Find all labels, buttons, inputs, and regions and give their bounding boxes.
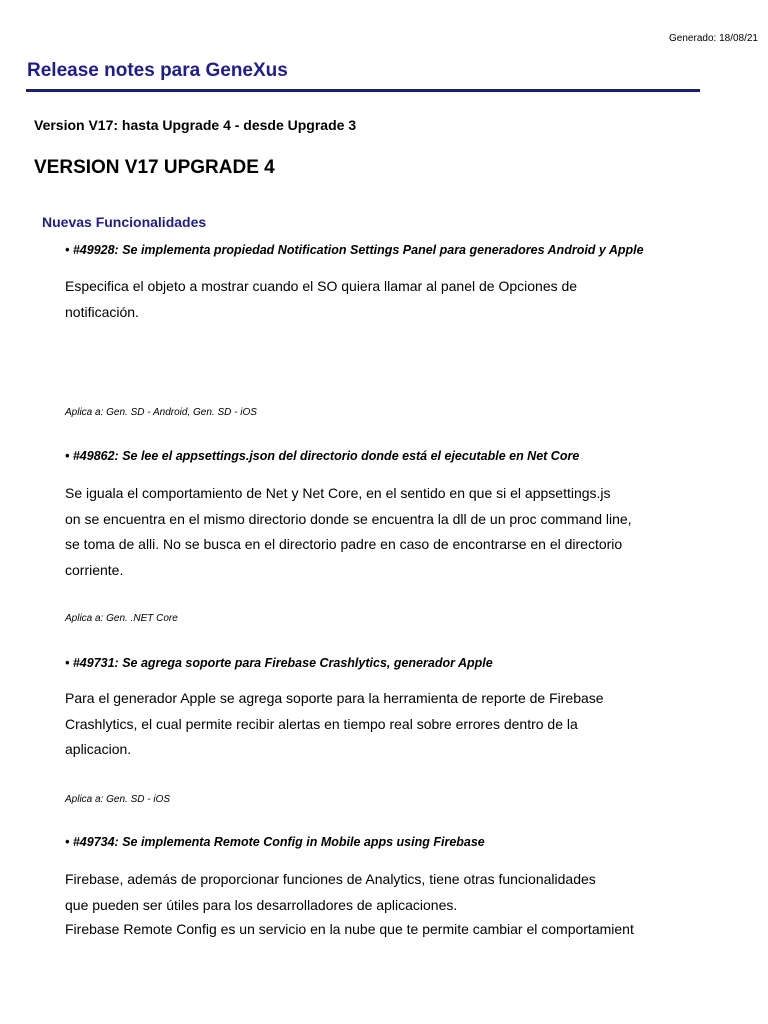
release-item-text: Especifica el objeto a mostrar cuando el SO quiera llamar al panel de Opciones de [65, 278, 578, 294]
version-heading: VERSION V17 UPGRADE 4 [34, 157, 275, 178]
generated-date: Generado: 18/08/21 [669, 33, 758, 44]
section-heading: Nuevas Funcionalidades [42, 214, 207, 230]
applies-to: Aplica a: Gen. .NET Core [65, 613, 178, 624]
release-item-title: • #49734: Se implementa Remote Config in Mobile apps using Firebase [65, 835, 485, 849]
release-item-text: que pueden ser útiles para los desarrolladores de aplicaciones. [65, 897, 458, 913]
applies-to: Aplica a: Gen. SD - Android, Gen. SD - iOS [65, 407, 257, 418]
title-divider [26, 89, 700, 92]
release-item-text: Crashlytics, el cual permite recibir alertas en tiempo real sobre errores dentro de la [65, 716, 578, 732]
release-item-text: on se encuentra en el mismo directorio donde se encuentra la dll de un proc command line, [65, 511, 632, 527]
applies-to: Aplica a: Gen. SD - iOS [65, 794, 171, 805]
release-item-text: Firebase Remote Config es un servicio en la nube que te permite cambiar el comportamient [65, 921, 634, 937]
version-range: Version V17: hasta Upgrade 4 - desde Upgrade 3 [34, 117, 357, 133]
release-item-text: Para el generador Apple se agrega soporte para la herramienta de reporte de Firebase [65, 690, 604, 706]
release-item-title: • #49731: Se agrega soporte para Firebase Crashlytics, generador Apple [65, 656, 493, 670]
release-item-title: • #49928: Se implementa propiedad Notification Settings Panel para generadores Android y Apple [65, 243, 644, 257]
release-item-text: Firebase, además de proporcionar funciones de Analytics, tiene otras funcionalidades [65, 871, 596, 887]
release-item-text: corriente. [65, 562, 124, 578]
release-item-text: notificación. [65, 304, 139, 320]
release-item-text: aplicacion. [65, 741, 132, 757]
release-item-text: Se iguala el comportamiento de Net y Net Core, en el sentido en que si el appsettings.js [65, 485, 611, 501]
release-item-title: • #49862: Se lee el appsettings.json del directorio donde está el ejecutable en Net Core [65, 449, 580, 463]
document-title: Release notes para GeneXus [27, 60, 288, 81]
release-item-text: se toma de alli. No se busca en el directorio padre en caso de encontrarse en el directorio [65, 536, 623, 552]
